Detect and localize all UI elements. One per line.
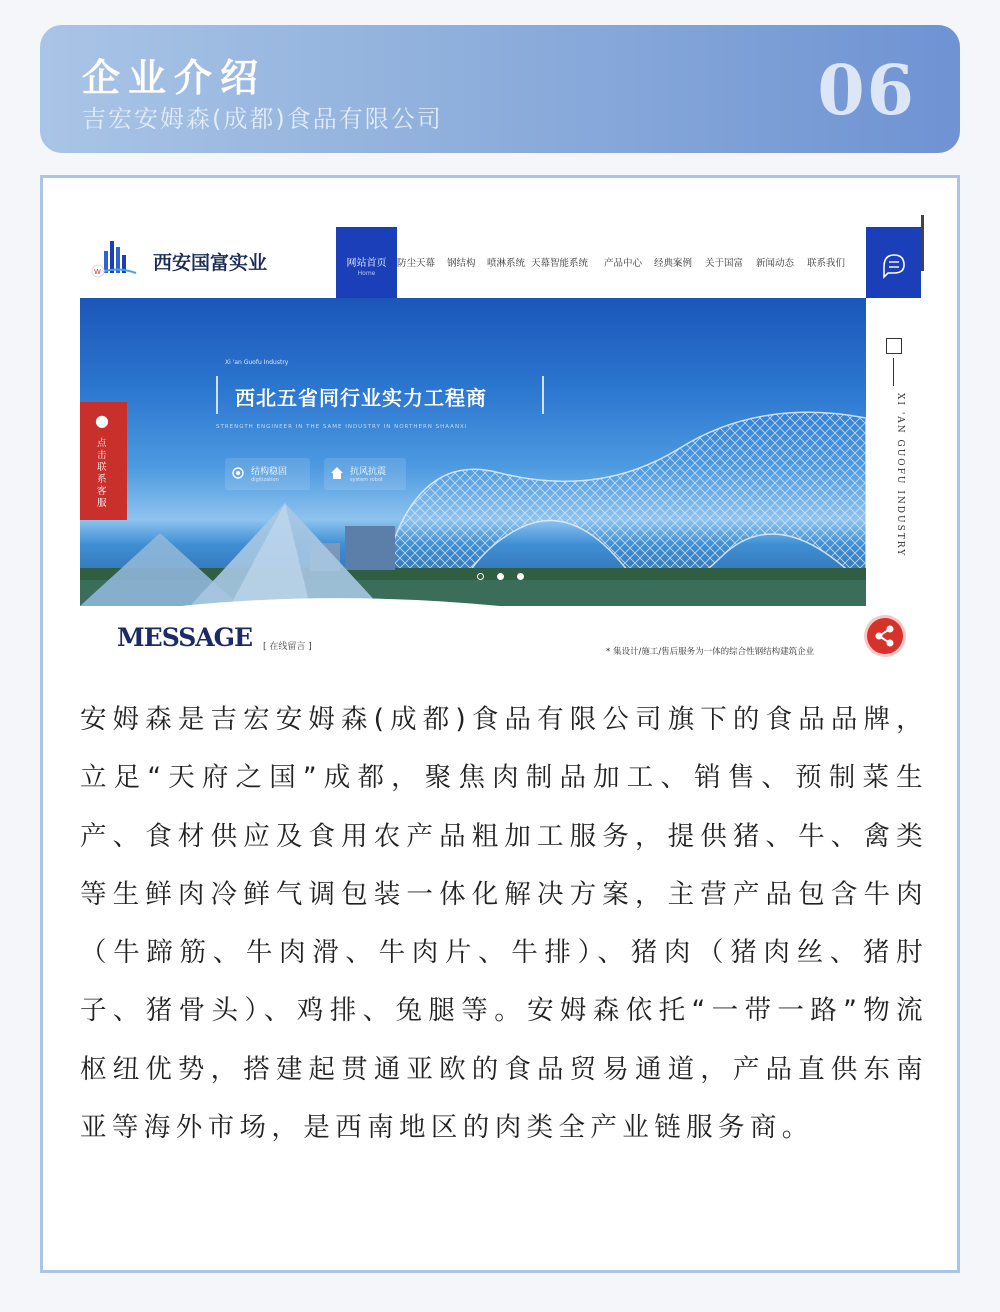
nav-item[interactable]: 新闻动态 [756,258,795,269]
menu-button[interactable] [866,227,921,298]
nav-item[interactable]: 防尘天幕 [397,258,436,269]
page-number: 06 [817,51,916,131]
company-description: 安姆森是吉宏安姆森(成都)食品有限公司旗下的食品品牌，立足“天府之国”成都，聚焦肉制品加工、销售、预制菜生产、食材供应及食用农产品粗加工服务，提供猪、牛、禽类等生鲜肉冷鲜气调包装一体化解决方案，主营产品包含牛肉（牛蹄筋、牛肉滑、牛肉片、牛排）、猪肉（猪肉丝、猪肘子、猪骨头）、鸡排、兔腿等。安姆森依托“一带一路”物流枢纽优势，搭建起贯通亚欧的食品贸易通道，产品直供东南亚等海外市场，是西南地区的肉类全产业链服务商。 [80,704,928,1144]
carousel-dot[interactable] [497,573,504,580]
nav-item[interactable]: 经典案例 [654,258,693,269]
site-logo-text: 西安国富实业 [153,252,268,274]
hero-banner [80,298,866,606]
logo-icon [88,237,140,281]
company-slogan: * 集设计/施工/售后服务为一体的综合性钢结构建筑企业 [606,647,815,657]
carousel-dot[interactable] [517,573,524,580]
svg-text:W: W [94,268,101,276]
carousel-dot[interactable] [477,573,484,580]
company-subtitle: 吉宏安姆森(成都)食品有限公司 [82,105,443,133]
hero-small-label: Xi 'an Guofu Industry [225,359,289,366]
nav-item-home[interactable]: 网站首页 Home [336,227,397,298]
share-icon [867,618,903,654]
divider [893,358,894,386]
qq-penguin-icon: ● [95,411,109,430]
website-screenshot [80,215,924,671]
nav-item[interactable]: 联系我们 [807,258,846,269]
menu-grid-icon[interactable] [886,338,902,354]
nav-item[interactable]: 喷淋系统 [487,258,526,269]
feature-wind: 抗风抗震 system robot [324,458,406,490]
nav-item[interactable]: 产品中心 [604,258,643,269]
side-strip [866,298,924,606]
nav-item[interactable]: 钢结构 [447,258,476,269]
chat-icon [866,227,921,298]
nav-item[interactable]: 关于国富 [705,258,744,269]
share-button[interactable] [867,618,903,654]
message-subtitle[interactable]: [ 在线留言 ] [263,642,312,652]
house-icon [330,466,344,480]
content-card [40,175,960,1273]
feature-structure: 结构稳固 digitization [225,458,310,490]
customer-service-tab[interactable]: ● 点击联系客服 [80,402,127,520]
site-navbar [80,215,924,298]
scrollbar[interactable] [921,215,924,271]
hero-stadium-illustration [80,298,866,606]
hero-title: 西北五省同行业实力工程商 [235,386,487,410]
message-title: MESSAGE [117,623,253,652]
nav-item[interactable]: 天幕智能系统 [531,258,589,269]
page-title: 企业介绍 [82,56,267,100]
header-banner [40,25,960,153]
side-vertical-text: XI 'AN GUOFU INDUSTRY [895,393,905,558]
gear-icon [231,466,245,480]
hero-english-tagline: STRENGTH ENGINEER IN THE SAME INDUSTRY IN NORTHERN SHAANXI [216,424,468,430]
